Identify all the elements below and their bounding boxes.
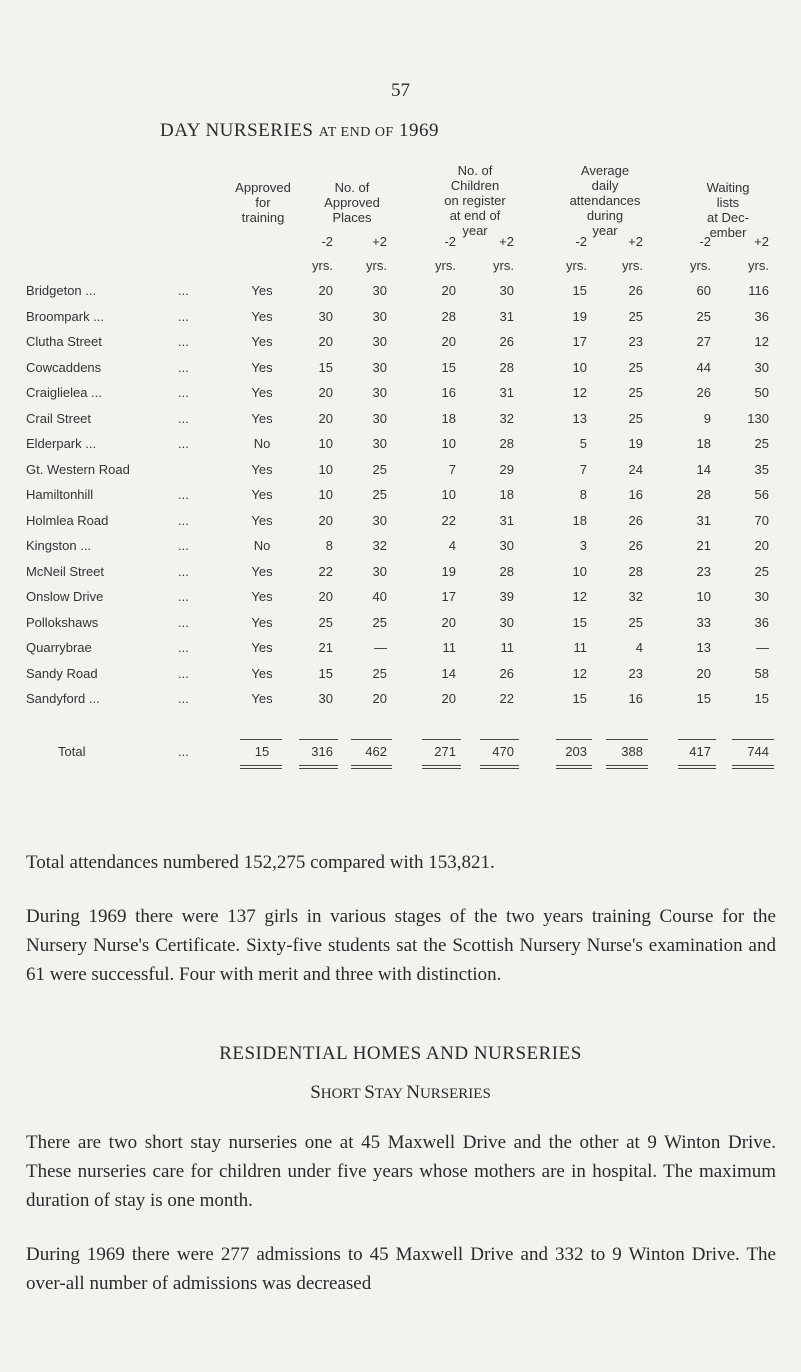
approved-for-training: Yes [251, 359, 273, 375]
age-sign: -2 [321, 234, 333, 249]
approved-for-training: Yes [251, 665, 273, 681]
cell-a1: 19 [572, 308, 587, 324]
row-name: McNeil Street [26, 563, 105, 579]
cell-a1: 12 [572, 665, 587, 681]
cell-p1: 22 [318, 563, 333, 579]
row-dots: ... [178, 385, 189, 400]
cell-c1: 22 [441, 512, 456, 528]
cell-a1: 8 [579, 487, 587, 502]
attendance-summary: Total attendances numbered 152,275 compared with 153,821. [26, 852, 495, 873]
row-name: Cowcaddens [26, 359, 102, 375]
header-attendance: Average daily attendances during year [569, 163, 641, 238]
cell-w2: 30 [754, 589, 769, 604]
cell-p2: 30 [372, 308, 387, 324]
approved-for-training: Yes [251, 563, 273, 579]
row-name: Elderpark ... [26, 436, 97, 451]
total-rule-top [606, 739, 648, 740]
section-heading: RESIDENTIAL HOMES AND NURSERIES [219, 1043, 582, 1064]
cell-p1: 30 [318, 691, 333, 706]
row-dots: ... [178, 334, 189, 349]
cell-c1: 7 [448, 461, 456, 477]
cell-p2: 30 [372, 410, 387, 426]
total-rule-top [299, 739, 338, 740]
cell-c1: 18 [441, 410, 456, 426]
total-rule-bottom [422, 765, 461, 769]
cell-p2: 25 [372, 487, 387, 502]
cell-a2: 19 [628, 436, 643, 451]
cell-w2: 15 [754, 691, 769, 706]
row-name: Sandy Road [26, 665, 98, 681]
row-dots: ... [178, 436, 189, 451]
approved-for-training: Yes [251, 487, 273, 502]
row-name: Crail Street [26, 410, 92, 426]
approved-for-training: Yes [251, 614, 273, 630]
cell-w1: 417 [689, 744, 711, 759]
total-rule-bottom [732, 765, 774, 769]
title-part-1: DAY NURSERIES [160, 120, 314, 141]
cell-w2: — [756, 640, 769, 655]
total-rule-bottom [240, 765, 282, 769]
cell-c2: 29 [499, 461, 514, 477]
row-dots: ... [178, 283, 189, 298]
cell-p1: 8 [325, 538, 333, 553]
cell-w1: 23 [696, 563, 711, 579]
cell-a2: 26 [628, 512, 643, 528]
cell-c2: 28 [499, 563, 514, 579]
title-part-2: AT END OF [318, 125, 394, 140]
cell-c1: 28 [441, 308, 456, 324]
cell-p2: 25 [372, 614, 387, 630]
cell-a2: 388 [621, 744, 643, 759]
cell-w1: 27 [696, 334, 711, 349]
cell-p2: — [374, 640, 387, 655]
approved-for-training: Yes [251, 308, 273, 324]
cell-c2: 31 [499, 385, 514, 400]
header-places: No. of Approved Places [324, 180, 380, 225]
cell-c2: 28 [499, 359, 514, 375]
approved-for-training: Yes [251, 640, 273, 655]
row-dots: ... [178, 308, 189, 324]
row-name: Quarrybrae [26, 640, 92, 655]
cell-a2: 25 [628, 359, 643, 375]
admissions-paragraph: During 1969 there were 277 admissions to 45 Maxwell Drive and 332 to 9 Winton Drive. The over-all number of admissions was decreased [26, 1244, 776, 1294]
approved-for-training: Yes [251, 334, 273, 349]
header-approved: Approved for training [235, 180, 291, 225]
cell-p1: 20 [318, 385, 333, 400]
total-rule-bottom [556, 765, 592, 769]
cell-p1: 30 [318, 308, 333, 324]
cell-a2: 25 [628, 308, 643, 324]
cell-w1: 26 [696, 385, 711, 400]
row-name: Clutha Street [26, 334, 102, 349]
cell-w2: 12 [754, 334, 769, 349]
cell-w1: 10 [696, 589, 711, 604]
age-yrs: yrs. [435, 258, 456, 273]
cell-w2: 744 [747, 744, 769, 759]
cell-p1: 15 [318, 665, 333, 681]
cell-c2: 11 [500, 640, 514, 655]
cell-p2: 40 [372, 589, 387, 604]
cell-p1: 20 [318, 283, 333, 298]
row-dots: ... [178, 563, 189, 579]
cell-w2: 56 [754, 487, 769, 502]
cell-a1: 3 [579, 538, 587, 553]
cell-w1: 28 [696, 487, 711, 502]
cell-c1: 20 [441, 334, 456, 349]
age-yrs: yrs. [366, 258, 387, 273]
cell-w2: 30 [754, 359, 769, 375]
row-dots: ... [178, 589, 189, 604]
cell-p2: 30 [372, 283, 387, 298]
cell-a1: 15 [572, 614, 587, 630]
cell-p2: 462 [365, 744, 387, 759]
cell-p2: 30 [372, 385, 387, 400]
row-dots: ... [178, 487, 189, 502]
row-dots: ... [178, 512, 189, 528]
row-dots: ... [178, 691, 189, 706]
cell-w1: 14 [696, 461, 711, 477]
row-dots: ... [178, 665, 189, 681]
row-name: Total [58, 744, 86, 759]
cell-c2: 32 [499, 410, 514, 426]
cell-c1: 271 [434, 744, 456, 759]
cell-c2: 30 [499, 614, 514, 630]
cell-a1: 18 [572, 512, 587, 528]
cell-p1: 15 [318, 359, 333, 375]
age-sign: -2 [444, 234, 456, 249]
cell-a2: 26 [628, 538, 643, 553]
cell-a2: 24 [628, 461, 643, 477]
cell-w2: 50 [754, 385, 769, 400]
row-name: Holmlea Road [26, 512, 109, 528]
cell-a1: 17 [572, 334, 587, 349]
cell-w2: 36 [754, 614, 769, 630]
cell-a2: 26 [628, 283, 643, 298]
cell-w1: 13 [696, 640, 711, 655]
cell-a1: 13 [572, 410, 587, 426]
cell-c2: 30 [499, 283, 514, 298]
cell-w2: 36 [754, 308, 769, 324]
row-dots: ... [178, 614, 189, 630]
age-yrs: yrs. [312, 258, 333, 273]
approved-for-training: No [253, 538, 271, 553]
approved-for-training: Yes [251, 512, 273, 528]
short-stay-paragraph: There are two short stay nurseries one at 45 Maxwell Drive and the other at 9 Winton Drive. These nurseries care for children under five years whose mothers are in hospital. The maximum duration of stay is one month. [26, 1132, 776, 1211]
cell-w1: 21 [696, 538, 711, 553]
cell-a1: 10 [572, 563, 587, 579]
cell-a2: 28 [628, 563, 643, 579]
total-rule-bottom [480, 765, 519, 769]
header-waiting: Waiting lists at Dec- ember [706, 180, 750, 240]
cell-w1: 31 [696, 512, 711, 528]
cell-w1: 20 [696, 665, 711, 681]
cell-c2: 31 [499, 308, 514, 324]
cell-w2: 58 [754, 665, 769, 681]
cell-a2: 16 [628, 487, 643, 502]
total-rule-bottom [678, 765, 716, 769]
cell-c1: 20 [441, 691, 456, 706]
cell-a2: 4 [635, 640, 643, 655]
approved-for-training: Yes [251, 410, 273, 426]
cell-w2: 20 [754, 538, 769, 553]
cell-a2: 25 [628, 614, 643, 630]
cell-c1: 10 [441, 436, 456, 451]
cell-p2: 25 [372, 665, 387, 681]
row-name: Bridgeton ... [26, 283, 97, 298]
row-name: Kingston ... [26, 538, 92, 553]
title-part-3: 1969 [398, 120, 439, 141]
cell-p2: 30 [372, 563, 387, 579]
cell-p1: 10 [318, 461, 333, 477]
cell-c2: 31 [499, 512, 514, 528]
cell-c1: 19 [441, 563, 456, 579]
cell-c1: 17 [441, 589, 456, 604]
cell-p2: 30 [372, 359, 387, 375]
cell-c1: 11 [442, 640, 456, 655]
row-name: Broompark ... [26, 308, 105, 324]
age-sign: -2 [575, 234, 587, 249]
cell-w2: 70 [754, 512, 769, 528]
row-dots: ... [178, 359, 189, 375]
approved-for-training: 15 [254, 744, 270, 759]
age-yrs: yrs. [566, 258, 587, 273]
row-dots: ... [178, 538, 189, 553]
cell-a1: 15 [572, 283, 587, 298]
row-dots: ... [178, 410, 189, 426]
age-yrs: yrs. [690, 258, 711, 273]
cell-w1: 60 [696, 283, 711, 298]
age-sign: +2 [754, 234, 769, 249]
cell-w1: 15 [696, 691, 711, 706]
total-rule-top [351, 739, 392, 740]
cell-w1: 18 [696, 436, 711, 451]
total-rule-bottom [351, 765, 392, 769]
cell-a1: 12 [572, 589, 587, 604]
row-name: Craiglielea ... [26, 385, 102, 400]
cell-c2: 28 [499, 436, 514, 451]
cell-p1: 20 [318, 410, 333, 426]
row-name: Gt. Western Road [26, 461, 130, 477]
cell-a2: 23 [628, 334, 643, 349]
cell-a1: 11 [573, 640, 587, 655]
cell-c2: 470 [492, 744, 514, 759]
cell-w1: 44 [696, 359, 711, 375]
cell-a2: 25 [628, 385, 643, 400]
cell-p2: 32 [372, 538, 387, 553]
cell-a1: 5 [579, 436, 587, 451]
total-rule-bottom [606, 765, 648, 769]
cell-p1: 10 [318, 487, 333, 502]
cell-c2: 26 [499, 334, 514, 349]
approved-for-training: Yes [251, 461, 273, 477]
training-paragraph: During 1969 there were 137 girls in various stages of the two years training Course for the Nursery Nurse's Certificate. Sixty-five students sat the Scottish Nursery Nurse's examination and 61 were successful. Four with merit and three with distinction. [26, 906, 776, 985]
cell-a2: 16 [628, 691, 643, 706]
cell-c1: 16 [441, 385, 456, 400]
cell-p2: 30 [372, 512, 387, 528]
total-rule-top [480, 739, 519, 740]
cell-p1: 20 [318, 334, 333, 349]
approved-for-training: Yes [251, 283, 273, 298]
age-sign: +2 [499, 234, 514, 249]
row-name: Sandyford ... [26, 691, 100, 706]
cell-a1: 7 [579, 461, 587, 477]
cell-c1: 10 [441, 487, 456, 502]
cell-c1: 15 [441, 359, 456, 375]
cell-w1: 25 [696, 308, 711, 324]
total-rule-top [732, 739, 774, 740]
approved-for-training: No [253, 436, 271, 451]
approved-for-training: Yes [251, 589, 273, 604]
cell-c1: 20 [441, 283, 456, 298]
age-sign: +2 [628, 234, 643, 249]
total-rule-top [422, 739, 461, 740]
cell-a2: 23 [628, 665, 643, 681]
total-rule-top [556, 739, 592, 740]
cell-w2: 25 [754, 563, 769, 579]
cell-w1: 33 [696, 614, 711, 630]
age-yrs: yrs. [748, 258, 769, 273]
cell-c2: 22 [499, 691, 514, 706]
row-name: Pollokshaws [26, 614, 99, 630]
cell-w2: 25 [754, 436, 769, 451]
approved-for-training: Yes [251, 691, 273, 706]
age-yrs: yrs. [622, 258, 643, 273]
cell-w1: 9 [703, 410, 711, 426]
row-dots: ... [178, 744, 189, 759]
total-rule-top [678, 739, 716, 740]
total-rule-bottom [299, 765, 338, 769]
header-children: No. of Children on register at end of year [444, 163, 506, 238]
cell-c2: 30 [499, 538, 514, 553]
cell-c2: 39 [499, 589, 514, 604]
cell-c2: 26 [499, 665, 514, 681]
cell-p1: 20 [318, 512, 333, 528]
cell-p1: 316 [311, 744, 333, 759]
cell-a1: 15 [572, 691, 587, 706]
cell-p2: 30 [372, 436, 387, 451]
cell-a1: 12 [572, 385, 587, 400]
cell-p1: 25 [318, 614, 333, 630]
row-name: Onslow Drive [26, 589, 104, 604]
cell-p2: 30 [372, 334, 387, 349]
cell-a2: 25 [628, 410, 643, 426]
cell-c1: 4 [448, 538, 456, 553]
row-name: Hamiltonhill [26, 487, 94, 502]
subsection-heading: SHORT STAY NURSERIES [310, 1082, 491, 1103]
cell-p1: 10 [318, 436, 333, 451]
page-number: 57 [391, 80, 410, 101]
cell-w2: 130 [747, 410, 769, 426]
cell-w2: 116 [748, 283, 769, 298]
cell-p1: 21 [318, 640, 333, 655]
approved-for-training: Yes [251, 385, 273, 400]
cell-a1: 203 [565, 744, 587, 759]
cell-p2: 20 [372, 691, 387, 706]
total-rule-top [240, 739, 282, 740]
cell-a2: 32 [628, 589, 643, 604]
age-sign: +2 [372, 234, 387, 249]
cell-p1: 20 [318, 589, 333, 604]
age-yrs: yrs. [493, 258, 514, 273]
cell-a1: 10 [572, 359, 587, 375]
cell-c2: 18 [499, 487, 514, 502]
age-sign: -2 [699, 234, 711, 249]
cell-c1: 20 [441, 614, 456, 630]
row-dots: ... [178, 640, 189, 655]
cell-w2: 35 [754, 461, 769, 477]
cell-p2: 25 [372, 461, 387, 477]
cell-c1: 14 [441, 665, 456, 681]
